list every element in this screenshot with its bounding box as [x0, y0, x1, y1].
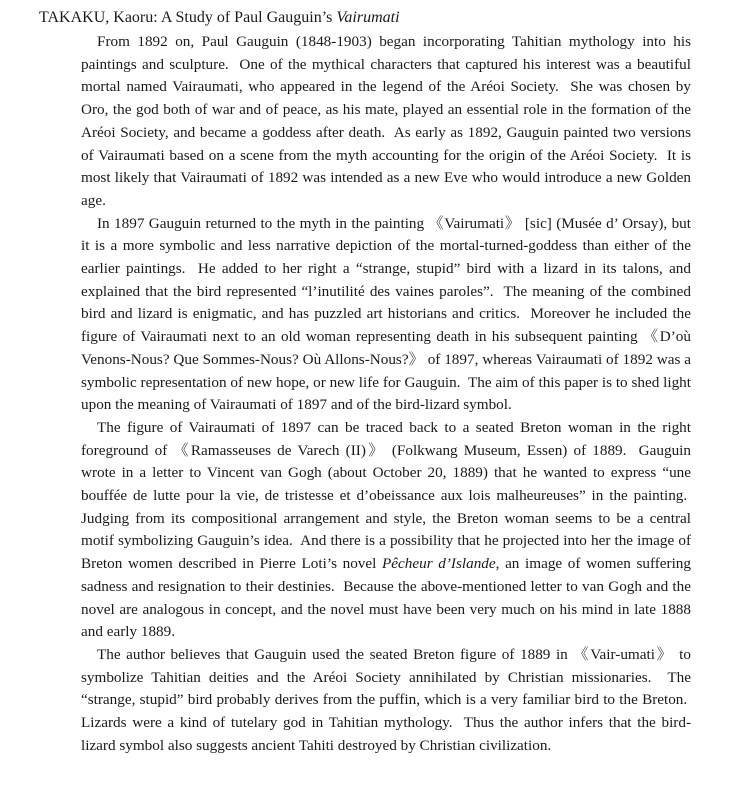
article-title-italic: Vairumati [336, 9, 400, 26]
novel-title: Pêcheur d’Islande [382, 555, 496, 573]
paragraph-text: The figure of Vairaumati of 1897 can be traced back to a seated Breton woman in the right foreground of 《Ramasseuses de Varech (II)》 (Folkwang Museum, Essen) of 1889. Gauguin wrote in a letter to Vincent van Gogh (about October 20, 1889) that he wanted to express “une bouffée de lutte pour la vie, de tristesse et d’obeissance aux lois malheureuses” in the painting. Judging from its compositional arrangement and style, the Breton woman seems to be a central motif symbolizing Gauguin’s idea. And there is a possibility that he projected into her the image of Breton women described in Pierre Loti’s novel [81, 418, 691, 573]
paragraph-text: In 1897 Gauguin returned to the myth in the painting 《Vairumati》 [sic] (Musée d’ Orsay), but it is a more symbolic and less narrative depiction of the mortal-turned-goddess than either of the earlier paintings. He added to her right a “strange, stupid” bird with a lizard in its talons, and explained that the bird represented “l’inutilité des vaines paroles”. The meaning of the combined bird and lizard is enigmatic, and has puzzled art historians and critics. Moreover he included the figure of Vairaumati next to an old woman representing death in his subsequent painting 《D’où Venons-Nous? Que Sommes-Nous? Où Allons-Nous?》 of 1897, whereas Vairaumati of 1892 was a symbolic representation of new hope, or new life for Gauguin. The aim of this paper is to shed light upon the meaning of Vairaumati of 1897 and of the bird-lizard symbol. [81, 214, 691, 414]
paragraph [81, 417, 691, 644]
paragraph-text: From 1892 on, Paul Gauguin (1848-1903) began incorporating Tahitian mythology into his paintings and sculpture. One of the mythical characters that captured his interest was a beautiful mortal named Vairaumati, who appeared in the legend of the Aréoi Society. She was chosen by Oro, the god both of war and of peace, as his mate, played an essential role in the formation of the Aréoi Society, and became a goddess after death. As early as 1892, Gauguin painted two versions of Vairaumati based on a scene from the myth accounting for the origin of the Aréoi Society. It is most likely that Vairaumati of 1892 was intended as a new Eve who would introduce a new Golden age. [81, 33, 691, 209]
article-header [39, 7, 400, 29]
header-separator: : [153, 9, 158, 26]
author-name: TAKAKU, Kaoru [39, 9, 154, 26]
abstract-body [81, 31, 691, 758]
paragraph [81, 31, 691, 213]
paragraph-text: The author believes that Gauguin used the seated Breton figure of 1889 in 《Vair-umati》 to symbolize Tahitian deities and the Aréoi Society annihilated by Christian missionaries. The “strange, stupid” bird probably derives from the puffin, which is a very familiar bird to the Breton. Lizards were a kind of tutelary god in Tahitian mythology. Thus the author infers that the bird-lizard symbol also suggests ancient Tahiti destroyed by Christian civilization. [81, 645, 691, 754]
article-title: A Study of Paul Gauguin’s [160, 9, 333, 26]
paragraph [81, 213, 691, 417]
paragraph [81, 644, 691, 758]
paragraph-text: , an image of women suffering sadness and resignation to their destinies. Because the above-mentioned letter to van Gogh and the novel are analogous in concept, and the novel must have been very much on his mind in late 1888 and early 1889. [81, 555, 691, 641]
